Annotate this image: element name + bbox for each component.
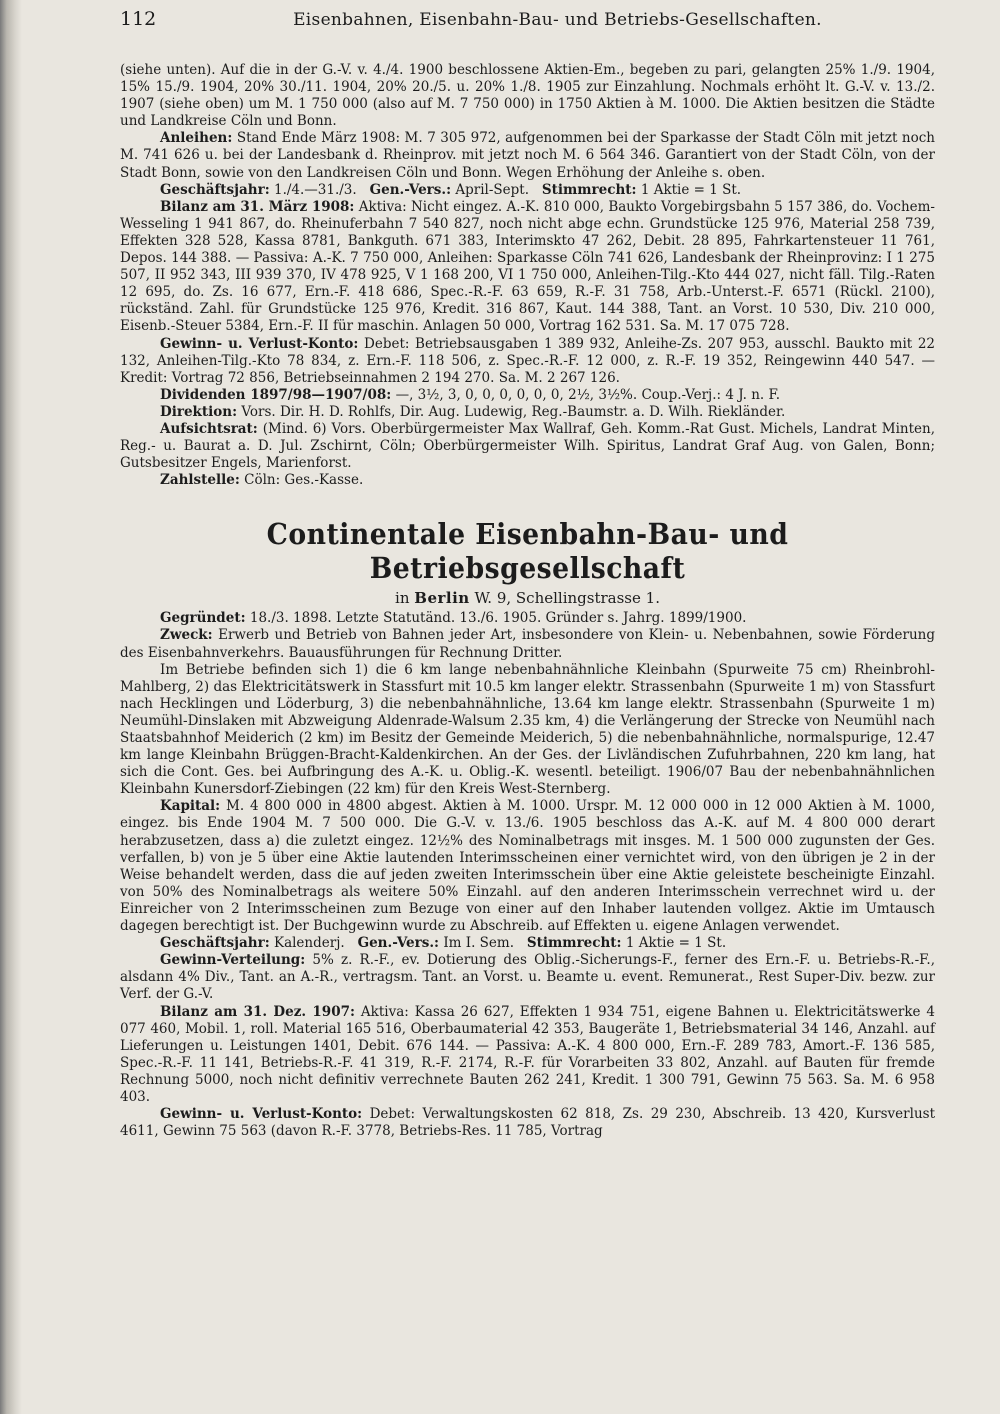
gv-text: Im I. Sem. [443, 935, 515, 952]
gegruendet-entry [120, 610, 935, 627]
prev-intro-paragraph: (siehe unten). Auf die in der G.-V. v. 4./4. 1900 beschlossene Aktien-Em., begeben zu pari, gelangten 25% 1./9. 1904, 15% 15./9. 1904, 20% 30./11. 1904, 20% 20./5. u. 20% 1./8. 1905 zur Einzahlung. Nochmals erhöht lt. G.-V. v. 13./2. 1907 (siehe oben) um M. 1 750 000 (also auf M. 7 750 000) in 1750 Aktien à M. 1000. Die Aktien besitzen die Städte und Landkreise Cöln und Bonn. [120, 62, 935, 130]
bilanz-entry [120, 1004, 935, 1107]
guv-label: Gewinn- u. Verlust-Konto: [160, 1106, 363, 1123]
gj-text: Kalenderj. [273, 935, 345, 952]
gewinn-verteilung-entry [120, 952, 935, 1003]
company-address: W. 9, Schellingstrasse 1. [474, 589, 660, 608]
zweck-entry [120, 627, 935, 661]
prev-geschaeftsjahr-entry [120, 182, 935, 199]
prev-dir-label: Direktion: [160, 403, 238, 420]
running-title: Eisenbahnen, Eisenbahn-Bau- und Betriebs-Gesellschaften. [293, 10, 822, 30]
gv2-text: 5% z. R.-F., ev. Dotierung des Oblig.-Sicherungs-F., ferner des Ern.-F. u. Betriebs-R.-F., alsdann 4% Div., Tant. an A.-R., vertragsm. Tant. an Vorst. u. Beamte u. event. Remunerat., Rest Super-Div. bezw. zur Verf. der G.-V. [120, 952, 935, 1003]
prev-st-text: 1 Aktie = 1 St. [640, 181, 742, 198]
company-title: Continentale Eisenbahn-Bau- und Betriebsgesellschaft [266, 517, 789, 586]
zweck-text: Erwerb und Betrieb von Bahnen jeder Art, insbesondere von Klein- u. Nebenbahnen, sowie Förderung des Eisenbahnverkehrs. Bauausführungen für Rechnung Dritter. [120, 627, 935, 661]
kapital-text: M. 4 800 000 in 4800 abgest. Aktien à M. 1000. Urspr. M. 12 000 000 in 12 000 Aktien à M. 1000, eingez. bis Ende 1904 M. 7 500 000. Die G.-V. v. 13./6. 1905 beschloss das A.-K. auf M. 4 800 000 derart herabzusetzen, dass a) die zuletzt eingez. 12½% des Nominalbetrags mit insges. M. 1 500 000 zugunsten der Ges. verfallen, b) von je 5 über eine Aktie lautenden Interimsscheinen einer vernichtet wird, von den übrigen je 2 in der Weise behandelt werden, dass die auf jeden zweiten Interimsschein über eine Aktie geleistete bescheinigte Einzahl. von 50% des Nominalbetrags als weitere 50% Einzahl. auf den anderen Interimsschein verrechnet wird u. der Einreicher von 2 Interimsscheinen zum Bezuge von einer auf den Inhaber lautenden vollgez. Aktie im Umtausch dagegen berechtigt ist. Der Buchgewinn wurde zu Abschreib. auf Effekten u. eigene Anlagen verwendet. [120, 798, 935, 935]
prev-guv-label: Gewinn- u. Verlust-Konto: [160, 335, 359, 352]
prev-anleihen-text: Stand Ende März 1908: M. 7 305 972, aufgenommen bei der Sparkasse der Stadt Cöln mit jetzt noch M. 741 626 u. bei der Landesbank d. Rheinprov. mit jetzt noch M. 6 564 346. Garantiert von der Stadt Cöln, von der Stadt Bonn, sowie von den Landkreisen Cöln und Bonn. Wegen Erhöhung der Anleihe s. oben. [120, 130, 935, 181]
company-location [120, 589, 935, 607]
st-text: 1 Aktie = 1 St. [625, 935, 727, 952]
company-city: Berlin [414, 589, 470, 608]
guv-text: Debet: Verwaltungskosten 62 818, Zs. 29 230, Abschreib. 13 420, Kursverlust 4611, Gewinn 75 563 (davon R.-F. 3778, Betriebs-Res. 11 785, Vortrag [120, 1106, 935, 1140]
prev-dividenden-entry [120, 387, 935, 404]
kapital-label: Kapital: [160, 798, 221, 815]
kapital-entry [120, 798, 935, 935]
prev-gj-label: Geschäftsjahr: [160, 181, 270, 198]
prev-anleihen-label: Anleihen: [160, 130, 233, 147]
prev-guv-entry [120, 336, 935, 387]
prev-bilanz-label: Bilanz am 31. März 1908: [160, 198, 355, 215]
prev-zs-text: Cöln: Ges.-Kasse. [244, 472, 364, 489]
page-header [120, 8, 935, 38]
prev-div-text: —, 3½, 3, 0, 0, 0, 0, 0, 0, 2½, 3½%. Coup.-Verj.: 4 J. n. F. [395, 386, 781, 403]
bilanz-label: Bilanz am 31. Dez. 1907: [160, 1003, 355, 1020]
prev-ar-label: Aufsichtsrat: [160, 420, 258, 437]
prev-anleihen-entry [120, 130, 935, 181]
gegr-label: Gegründet: [160, 610, 246, 627]
prev-dir-text: Vors. Dir. H. D. Rohlfs, Dir. Aug. Ludewig, Reg.-Baumstr. a. D. Wilh. Riekländer. [241, 403, 786, 420]
prev-zs-label: Zahlstelle: [160, 472, 240, 489]
bilanz-text: Aktiva: Kassa 26 627, Effekten 1 934 751, eigene Bahnen u. Elektricitätswerke 4 077 460, Mobil. 1, roll. Material 165 516, Oberbaumaterial 42 353, Baugeräte 1, Betriebsmaterial 34 146, Anzahl. auf Lieferungen u. Leistungen 1401, Debit. 676 144. — Passiva: A.-K. 4 800 000, Ern.-F. 289 783, Amort.-F. 136 585, Spec.-R.-F. 11 141, Betriebs-R.-F. 41 319, R.-F. 2174, R.-F. für Vorarbeiten 33 802, Anzahl. auf Bauten für fremde Rechnung 5000, noch nicht definitiv verrechnete Bauten 262 241, Kredit. 1 300 791, Gewinn 75 563. Sa. M. 6 958 403. [120, 1003, 935, 1105]
page-number: 112 [120, 8, 157, 30]
prev-st-label: Stimmrecht: [541, 181, 637, 198]
gv2-label: Gewinn-Verteilung: [160, 952, 306, 969]
prev-zahlstelle-entry [120, 472, 935, 489]
prev-aufsichtsrat-entry [120, 421, 935, 472]
prev-gj-text: 1./4.—31./3. [273, 181, 357, 198]
page [120, 8, 935, 1140]
gv-label: Gen.-Vers.: [357, 935, 440, 952]
geschaeftsjahr-entry [120, 935, 935, 952]
prev-div-label: Dividenden 1897/98—1907/08: [160, 386, 392, 403]
book-spine-shadow [0, 0, 22, 1414]
betrieb-paragraph: Im Betriebe befinden sich 1) die 6 km lange nebenbahnähnliche Kleinbahn (Spurweite 75 cm) Rheinbrohl-Mahlberg, 2) das Elektricitätswerk in Stassfurt mit 10.5 km langer elektr. Strassenbahn (Spurweite 1 m) von Stassfurt nach Hecklingen und Löderburg, 3) die nebenbahnähnliche, 13.64 km lange elektr. Strassenbahn (Spurweite 1 m) Neumühl-Dinslaken mit Abzweigung Aldenrade-Walsum 2.35 km, 4) die Verlängerung der Strecke von Neumühl nach Staatsbahnhof Meiderich (2 km) im Besitz der Gemeinde Meiderich, 5) die nebenbahnähnliche, normalspurige, 12.47 km lange Kleinbahn Brüggen-Bracht-Kaldenkirchen. An der Ges. der Livländischen Zufuhrbahnen, 220 km lang, hat sich die Cont. Ges. bei Aufbringung des A.-K. u. Oblig.-K. wesentl. beteiligt. 1906/07 Bau der nebenbahnähnlichen Kleinbahn Kunersdorf-Ziebingen (22 km) für den Kreis West-Sternberg. [120, 661, 935, 798]
prev-direktion-entry [120, 404, 935, 421]
gj-label: Geschäftsjahr: [160, 935, 270, 952]
prev-bilanz-text: Aktiva: Nicht eingez. A.-K. 810 000, Baukto Vorgebirgsbahn 5 157 386, do. Vochem-Wesseling 1 941 867, do. Rheinuferbahn 7 540 827, noch nicht abge echn. Grundstücke 125 976, Material 258 739, Effekten 328 528, Kassa 8781, Bankguth. 671 383, Interimskto 47 262, Debit. 28 895, Fahrkartensteuer 11 761, Depos. 144 388. — Passiva: A.-K. 7 750 000, Anleihen: Sparkasse Cöln 741 626, Landesbank der Rheinprovinz: I 1 275 507, II 952 343, III 939 370, IV 478 925, V 1 168 200, VI 1 750 000, Anleihen-Tilg.-Kto 444 027, nicht fäll. Tilg.-Raten 12 695, do. Zs. 16 677, Ern.-F. 418 686, Spec.-R.-F. 63 659, R.-F. 31 758, Arb.-Unterst.-F. 6571 (Rückl. 2100), rückständ. Zahl. für Grundstücke 125 976, Kredit. 316 867, Kaut. 144 388, Tant. an Vorst. 10 530, Div. 210 000, Eisenb.-Steuer 5384, Ern.-F. II für maschin. Anlagen 50 000, Vortrag 162 531. Sa. M. 17 075 728. [120, 198, 935, 335]
prev-gv-text: April-Sept. [455, 181, 529, 198]
company-location-prefix: in [395, 589, 410, 608]
zweck-label: Zweck: [160, 627, 213, 644]
prev-bilanz-entry [120, 199, 935, 336]
prev-guv-text: Debet: Betriebsausgaben 1 389 932, Anleihe-Zs. 207 953, ausschl. Baukto mit 22 132, Anleihen-Tilg.-Kto 78 834, z. Ern.-F. 118 506, z. Spec.-R.-F. 12 000, z. R.-F. 19 352, Reingewinn 440 547. — Kredit: Vortrag 72 856, Betriebseinnahmen 2 194 270. Sa. M. 2 267 126. [120, 335, 935, 386]
prev-gv-label: Gen.-Vers.: [369, 181, 452, 198]
guv-entry [120, 1106, 935, 1140]
st-label: Stimmrecht: [526, 935, 622, 952]
prev-ar-text: (Mind. 6) Vors. Oberbürgermeister Max Wallraf, Geh. Komm.-Rat Gust. Michels, Landrat Minten, Reg.- u. Baurat a. D. Jul. Zschirnt, Cöln; Oberbürgermeister Wilh. Spiritus, Landrat Graf Aug. von Galen, Bonn; Gutsbesitzer Engels, Marienforst. [120, 420, 935, 472]
gegr-text: 18./3. 1898. Letzte Statutänd. 13./6. 1905. Gründer s. Jahrg. 1899/1900. [249, 610, 747, 627]
